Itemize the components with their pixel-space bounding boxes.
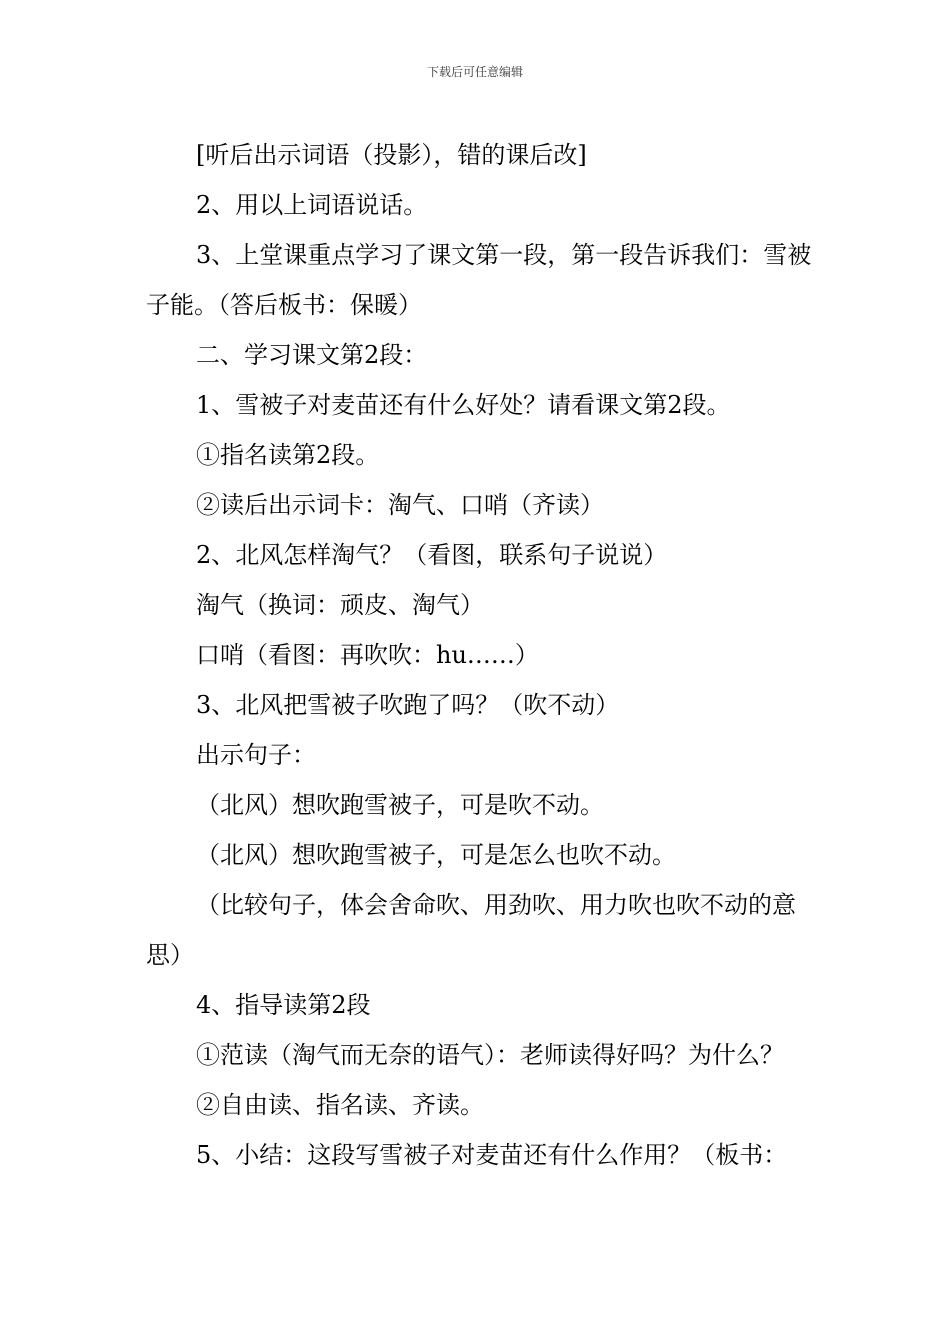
paragraph: 5、小结：这段写雪被子对麦苗还有什么作用？（板书： (196, 1141, 788, 1169)
paragraph: 4、指导读第2段 (196, 991, 371, 1019)
paragraph: （北风）想吹跑雪被子，可是吹不动。 (196, 791, 604, 819)
page-header: 下载后可任意编辑 (426, 65, 523, 79)
paragraph: 1、雪被子对麦苗还有什么好处？请看课文第2段。 (196, 391, 731, 419)
paragraph: 2、用以上词语说话。 (196, 191, 428, 219)
paragraph: ①范读（淘气而无奈的语气）：老师读得好吗？为什么？ (196, 1041, 784, 1069)
paragraph: 淘气（换词：顽皮、淘气） (196, 591, 484, 619)
document-body (146, 130, 826, 1180)
paragraph: 3、上堂课重点学习了课文第一段，第一段告诉我们：雪被子能。（答后板书：保暖） (146, 241, 812, 319)
paragraph: [听后出示词语（投影），错的课后改] (196, 141, 587, 169)
paragraph: 二、学习课文第2段： (196, 341, 428, 369)
paragraph: ②读后出示词卡：淘气、口哨（齐读） (196, 491, 604, 519)
paragraph: （比较句子，体会舍命吹、用劲吹、用力吹也吹不动的意思） (146, 891, 796, 969)
paragraph: ②自由读、指名读、齐读。 (196, 1091, 484, 1119)
paragraph: ①指名读第2段。 (196, 441, 380, 469)
paragraph: 出示句子： (196, 741, 316, 769)
paragraph: 3、北风把雪被子吹跑了吗？（吹不动） (196, 691, 620, 719)
paragraph: 口哨（看图：再吹吹：hu……） (196, 641, 539, 669)
paragraph: 2、北风怎样淘气？（看图，联系句子说说） (196, 541, 668, 569)
paragraph: （北风）想吹跑雪被子，可是怎么也吹不动。 (196, 841, 676, 869)
